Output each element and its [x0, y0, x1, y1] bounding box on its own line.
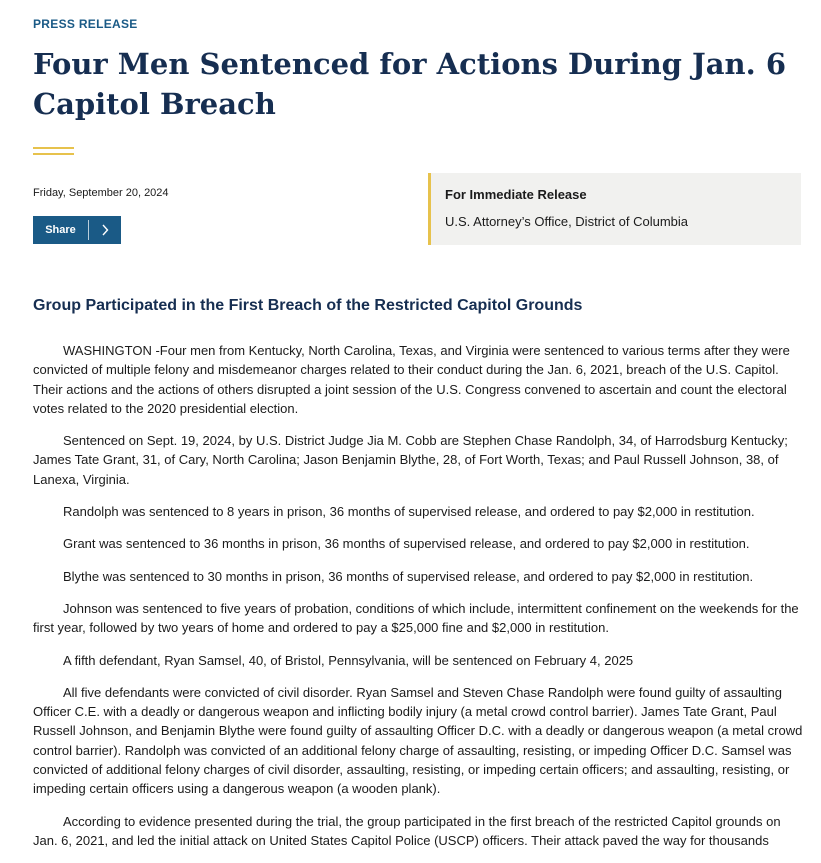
- article-paragraph: According to evidence presented during the trial, the group participated in the first breach of the restricted Capitol grounds on Jan. 6, 2021, and led the initial attack on United States Capitol Police (USCP) officers. Their attack paved the way for thousands: [33, 813, 781, 848]
- article-subheading: Group Participated in the First Breach of the Restricted Capitol Grounds: [33, 297, 583, 314]
- title-divider: [33, 153, 74, 155]
- share-button-divider: [88, 220, 89, 240]
- release-type: For Immediate Release: [445, 187, 587, 202]
- article-body: [33, 341, 803, 863]
- article-paragraph: Randolph was sentenced to 8 years in prison, 36 months of supervised release, and ordered to pay $2,000 in restitution.: [63, 504, 755, 520]
- article-paragraph: Blythe was sentenced to 30 months in prison, 36 months of supervised release, and ordered to pay $2,000 in restitution.: [63, 568, 754, 584]
- share-button-label: Share: [45, 224, 76, 236]
- article-paragraph: Grant was sentenced to 36 months in prison, 36 months of supervised release, and ordered to pay $2,000 in restitution.: [63, 536, 750, 552]
- page-title: Four Men Sentenced for Actions During Jan. 6 Capitol Breach: [33, 47, 786, 121]
- chevron-right-icon: [89, 224, 121, 236]
- article-paragraph: All five defendants were convicted of civil disorder. Ryan Samsel and Steven Chase Randolph were found guilty of assaulting Officer C.E. with a deadly or dangerous weapon and inflicting bodily injury (a metal crowd control barrier). James Tate Grant, Paul Russell Johnson, and Benjamin Blythe were found guilty of assaulting Officer D.C. with a deadly or dangerous weapon (a metal crowd control barrier). Randolph was convicted of an additional felony charge of assaulting, resisting, or impeding Officer D.C. Samsel was convicted of additional felony charges of civil disorder, assaulting, resisting, or impeding certain officers; and assaulting, resisting, or impeding certain officers using a dangerous weapon (a wooden plank).: [33, 684, 803, 797]
- article-paragraph: Johnson was sentenced to five years of probation, conditions of which include, intermittent confinement on the weekends for the first year, followed by two years of home and ordered to pay a $25,000 fine and $2,000 in restitution.: [33, 600, 799, 636]
- article-paragraph: A fifth defendant, Ryan Samsel, 40, of Bristol, Pennsylvania, will be sentenced on February 4, 2025: [63, 652, 634, 668]
- title-divider: [33, 147, 74, 149]
- article-paragraph: Sentenced on Sept. 19, 2024, by U.S. District Judge Jia M. Cobb are Stephen Chase Randolph, 34, of Harrodsburg Kentucky; James Tate Grant, 31, of Cary, North Carolina; Jason Benjamin Blythe, 28, of Fort Worth, Texas; and Paul Russell Johnson, 38, of Lanexa, Virginia.: [33, 433, 788, 487]
- share-button[interactable]: [33, 216, 121, 244]
- release-info-box: [428, 173, 801, 245]
- release-date: Friday, September 20, 2024: [33, 187, 169, 199]
- press-release-label: PRESS RELEASE: [33, 17, 138, 31]
- issuing-office: U.S. Attorney’s Office, District of Columbia: [445, 214, 688, 229]
- article-paragraph: WASHINGTON -Four men from Kentucky, North Carolina, Texas, and Virginia were sentenced to various terms after they were convicted of multiple felony and misdemeanor charges related to their conduct during the Jan. 6, 2021, breach of the U.S. Capitol. Their actions and the actions of others disrupted a joint session of the U.S. Congress convened to ascertain and count the electoral votes related to the 2020 presidential election.: [33, 343, 790, 416]
